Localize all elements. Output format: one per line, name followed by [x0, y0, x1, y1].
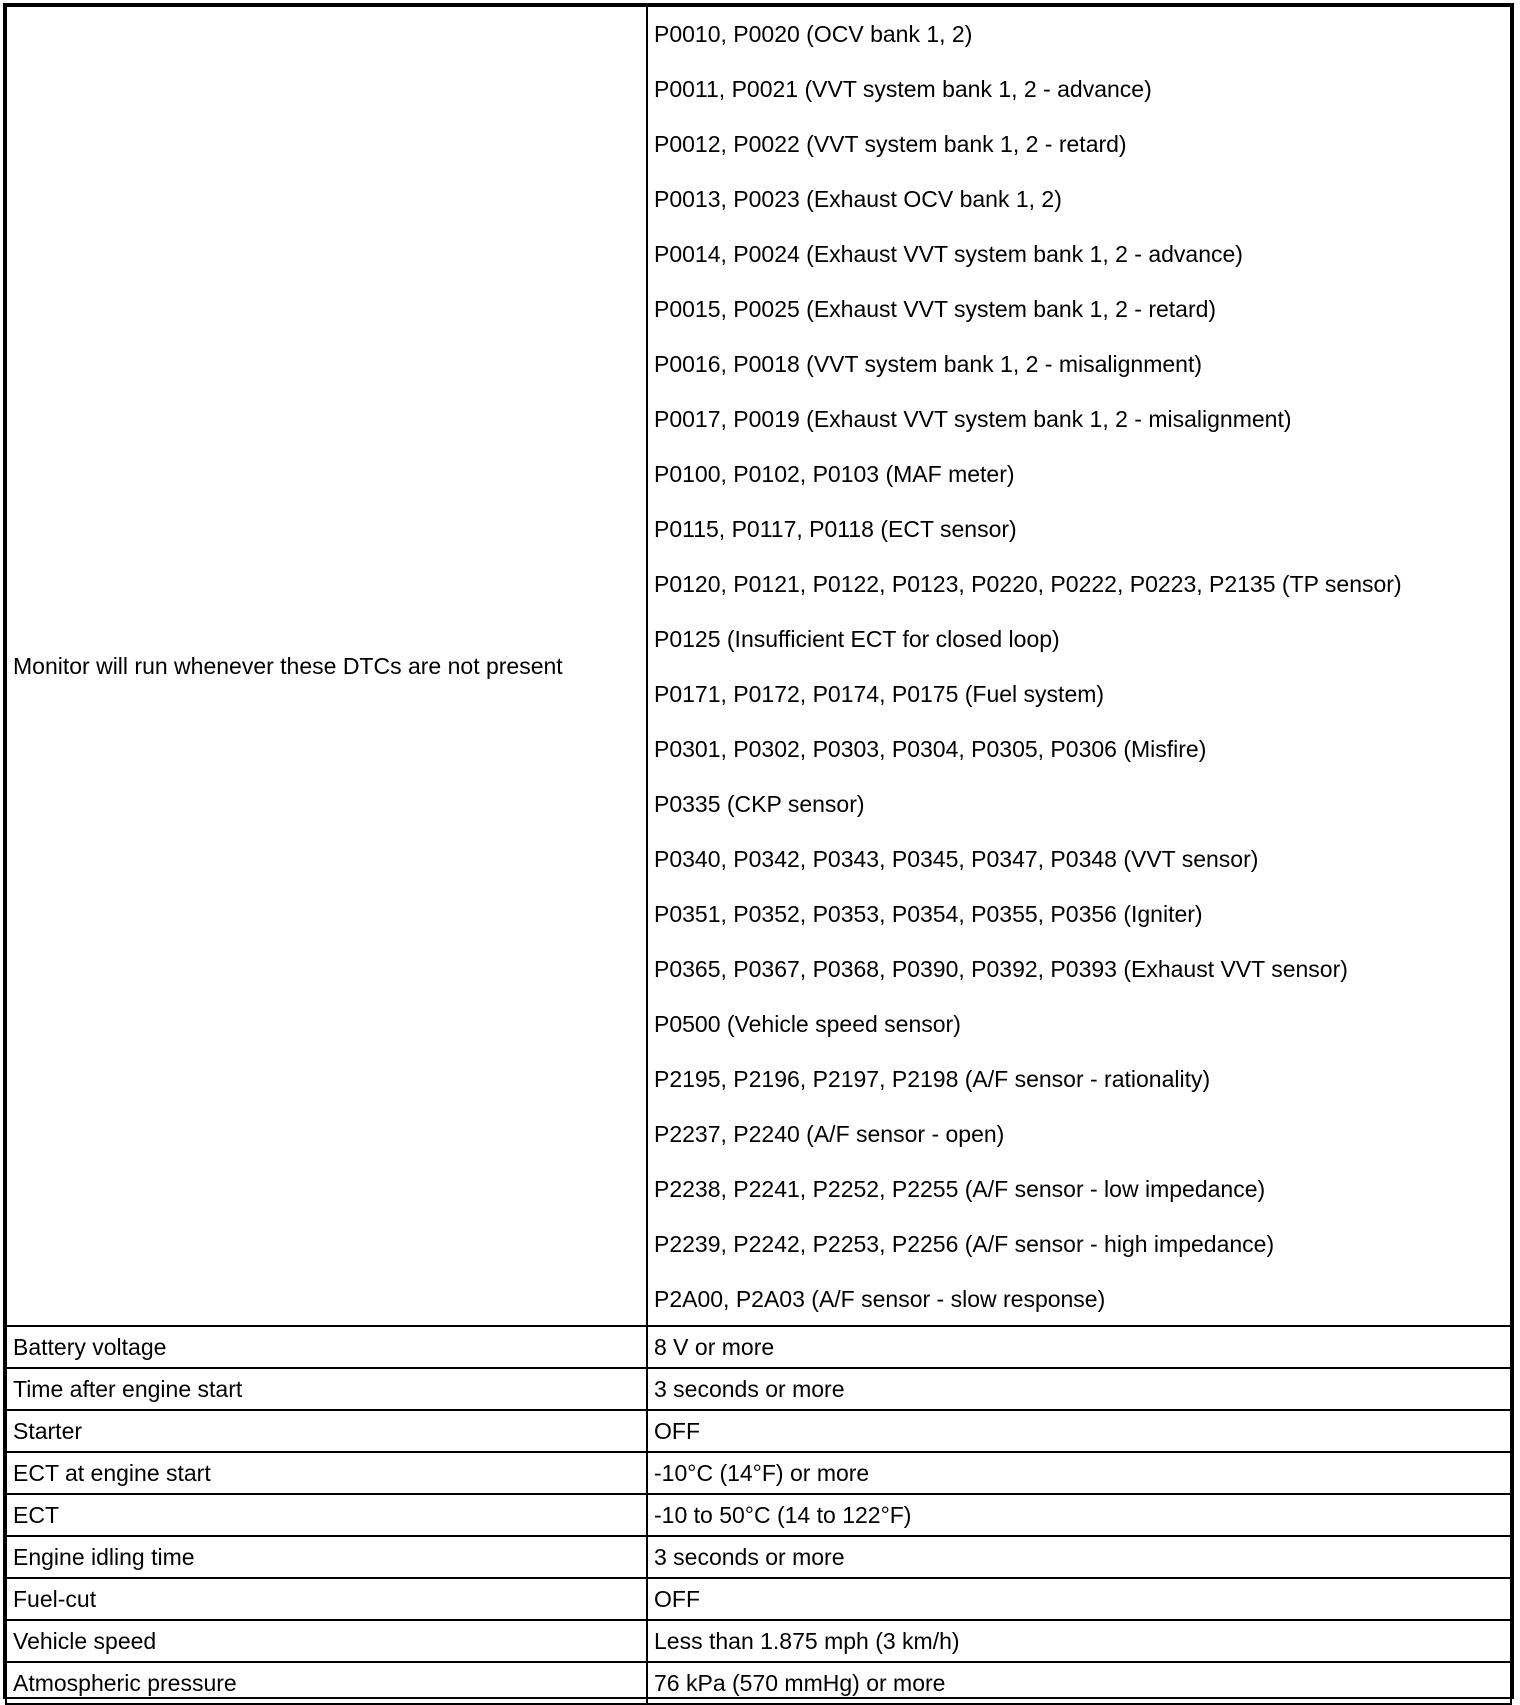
dtc-code-list: [647, 6, 1511, 1326]
condition-row: [6, 1578, 1511, 1620]
condition-item: ECT at engine start: [6, 1452, 647, 1494]
condition-value: -10 to 50°C (14 to 122°F): [647, 1494, 1511, 1536]
condition-value: 3 seconds or more: [647, 1368, 1511, 1410]
conditions-sheet: [5, 5, 1510, 1705]
condition-row: [6, 1662, 1511, 1704]
condition-row: [6, 1620, 1511, 1662]
dtc-condition-row: [6, 6, 1511, 1326]
condition-row: [6, 1494, 1511, 1536]
dtc-code-line: P0010, P0020 (OCV bank 1, 2): [654, 21, 973, 47]
dtc-code-line: P0500 (Vehicle speed sensor): [654, 1011, 961, 1037]
condition-item: Time after engine start: [6, 1368, 647, 1410]
condition-value: 76 kPa (570 mmHg) or more: [647, 1662, 1511, 1704]
condition-item: ECT: [6, 1494, 647, 1536]
condition-value: 3 seconds or more: [647, 1536, 1511, 1578]
dtc-code-line: P0125 (Insufficient ECT for closed loop): [654, 626, 1060, 652]
condition-item: Starter: [6, 1410, 647, 1452]
dtc-condition-label: Monitor will run whenever these DTCs are not present: [6, 6, 647, 1326]
dtc-code-line: P0335 (CKP sensor): [654, 791, 865, 817]
condition-value: OFF: [647, 1578, 1511, 1620]
dtc-code-line: P0012, P0022 (VVT system bank 1, 2 - retard): [654, 131, 1127, 157]
dtc-code-line: P0351, P0352, P0353, P0354, P0355, P0356 (Igniter): [654, 901, 1203, 927]
dtc-code-line: P0171, P0172, P0174, P0175 (Fuel system): [654, 681, 1105, 707]
condition-value: OFF: [647, 1410, 1511, 1452]
dtc-code-line: P2195, P2196, P2197, P2198 (A/F sensor - rationality): [654, 1066, 1211, 1092]
dtc-code-line: P2238, P2241, P2252, P2255 (A/F sensor - low impedance): [654, 1176, 1266, 1202]
dtc-code-line: P0015, P0025 (Exhaust VVT system bank 1, 2 - retard): [654, 296, 1217, 322]
condition-value: -10°C (14°F) or more: [647, 1452, 1511, 1494]
dtc-code-line: P0017, P0019 (Exhaust VVT system bank 1, 2 - misalignment): [654, 406, 1292, 432]
monitor-conditions-table: [5, 5, 1512, 1705]
condition-item: Vehicle speed: [6, 1620, 647, 1662]
dtc-code-line: P0013, P0023 (Exhaust OCV bank 1, 2): [654, 186, 1062, 212]
condition-item: Fuel-cut: [6, 1578, 647, 1620]
dtc-code-line: P0340, P0342, P0343, P0345, P0347, P0348 (VVT sensor): [654, 846, 1259, 872]
dtc-code-line: P0365, P0367, P0368, P0390, P0392, P0393 (Exhaust VVT sensor): [654, 956, 1348, 982]
dtc-code-line: P0011, P0021 (VVT system bank 1, 2 - advance): [654, 76, 1152, 102]
condition-row: [6, 1452, 1511, 1494]
dtc-code-line: P0016, P0018 (VVT system bank 1, 2 - misalignment): [654, 351, 1203, 377]
dtc-code-line: P0115, P0117, P0118 (ECT sensor): [654, 516, 1017, 542]
condition-row: [6, 1368, 1511, 1410]
condition-row: [6, 1410, 1511, 1452]
condition-row: [6, 1536, 1511, 1578]
dtc-code-line: P0014, P0024 (Exhaust VVT system bank 1, 2 - advance): [654, 241, 1243, 267]
dtc-code-line: P0120, P0121, P0122, P0123, P0220, P0222, P0223, P2135 (TP sensor): [654, 571, 1402, 597]
dtc-code-line: P0100, P0102, P0103 (MAF meter): [654, 461, 1015, 487]
dtc-code-line: P2A00, P2A03 (A/F sensor - slow response): [654, 1286, 1106, 1312]
condition-item: Battery voltage: [6, 1326, 647, 1368]
condition-item: Engine idling time: [6, 1536, 647, 1578]
condition-value: 8 V or more: [647, 1326, 1511, 1368]
dtc-code-line: P0301, P0302, P0303, P0304, P0305, P0306 (Misfire): [654, 736, 1207, 762]
dtc-code-line: P2239, P2242, P2253, P2256 (A/F sensor - high impedance): [654, 1231, 1275, 1257]
dtc-code-line: P2237, P2240 (A/F sensor - open): [654, 1121, 1005, 1147]
condition-value: Less than 1.875 mph (3 km/h): [647, 1620, 1511, 1662]
condition-item: Atmospheric pressure: [6, 1662, 647, 1704]
condition-row: [6, 1326, 1511, 1368]
table-body: [6, 6, 1511, 1704]
